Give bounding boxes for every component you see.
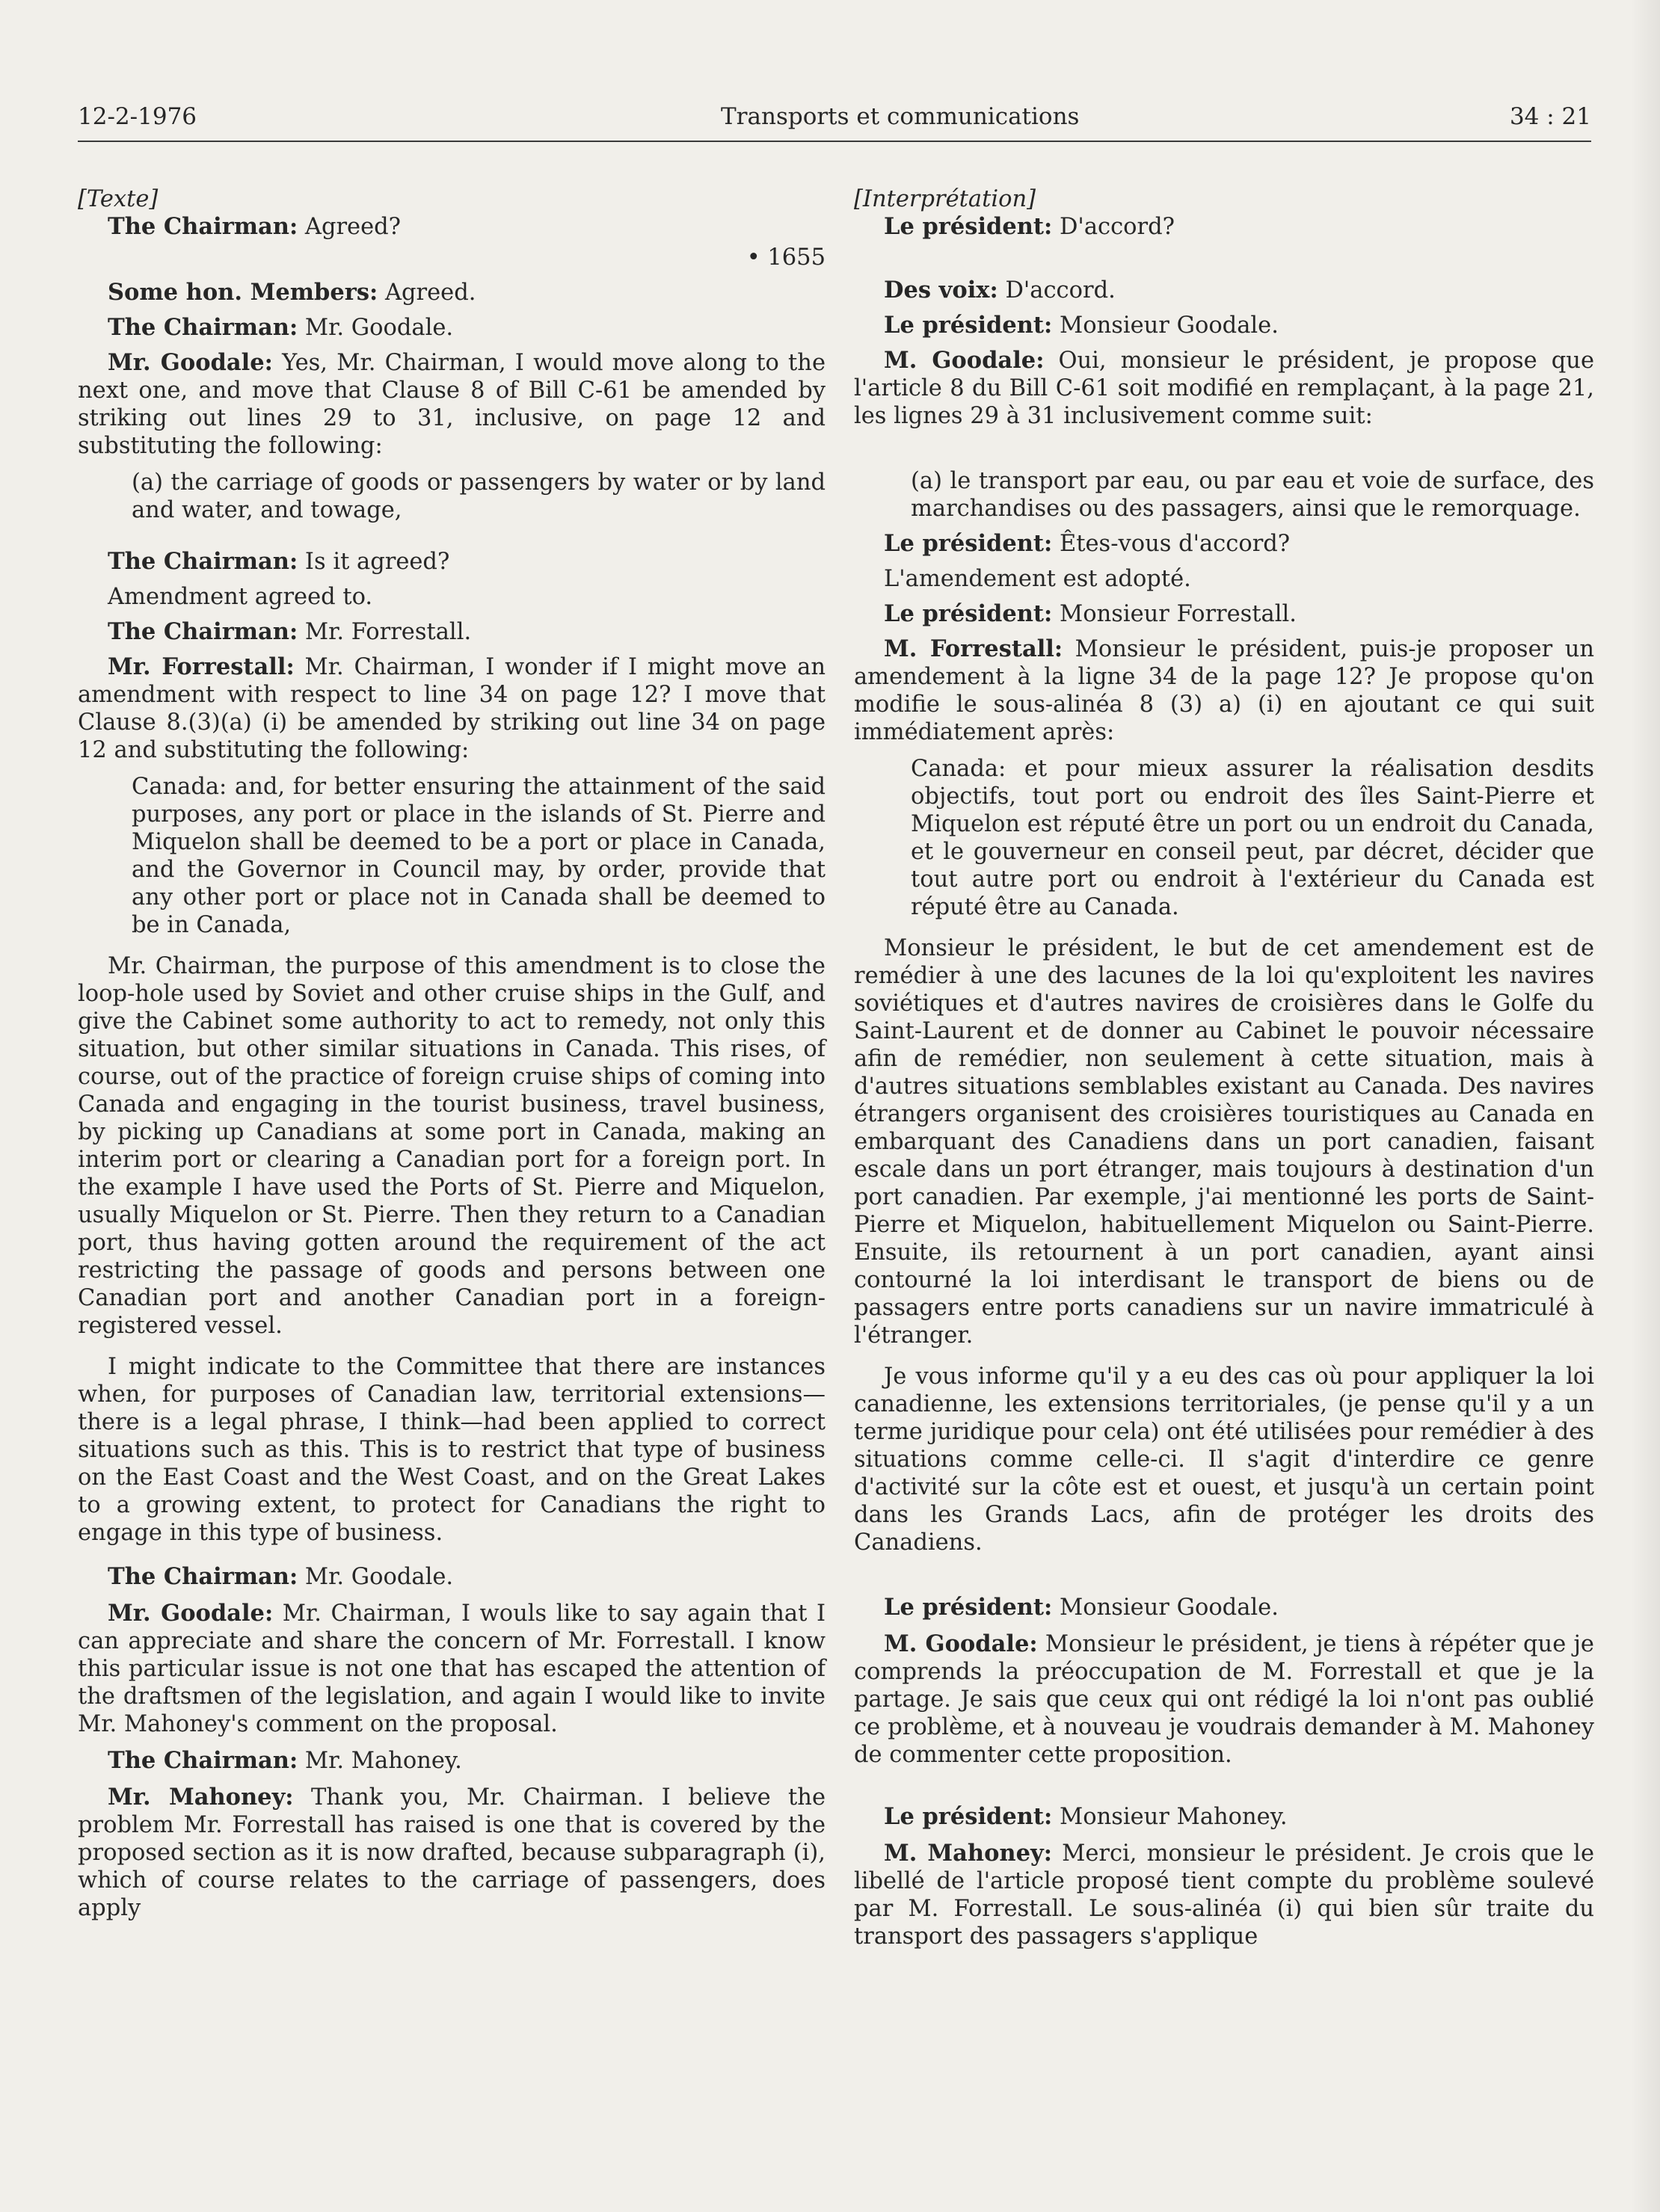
paragraph	[854, 312, 1594, 339]
speaker-name: Le président:	[884, 530, 1053, 557]
paragraph	[78, 314, 826, 342]
speaker-name: The Chairman:	[108, 314, 298, 341]
speaker-name: Some hon. Members:	[108, 279, 378, 306]
amendment-quote: (a) le transport par eau, ou par eau et voie de surface, des marchandises ou des passagers, ainsi que le remorquage.	[911, 468, 1594, 522]
paragraph-text: Oui, monsieur le président, je propose que l'article 8 du Bill C-61 soit modifié en remplaçant, à la page 21, les lignes 29 à 31 inclusivement comme suit:	[854, 348, 1594, 429]
paragraph	[854, 1803, 1594, 1831]
speaker-name: The Chairman:	[108, 618, 298, 645]
paragraph: Monsieur le président, le but de cet amendement est de remédier à une des lacunes de la loi qu'exploitent les navires soviétiques et d'autres navires de croisières dans le Golfe du Saint-Laurent et de donner au Cabinet le pouvoir nécessaire afin de remédier, non seulement à cette situation, mais à d'autres situations semblables existant au Canada. Des navires étrangers organisent des croisières touristiques au Canada en embarquant des Canadiens dans un port canadien, faisant escale dans un port étranger, mais toujours à destination d'un port canadien. Par exemple, j'ai mentionné les ports de Saint-Pierre et Miquelon, habituellement Miquelon ou Saint-Pierre. Ensuite, ils retournent à un port canadien, ayant ainsi contourné la loi interdisant le transport de biens ou de passagers entre ports canadiens sur un navire immatriculé à l'étranger.	[854, 935, 1594, 1349]
paragraph-text: Mr. Mahoney.	[298, 1748, 462, 1774]
paragraph-text: Monsieur Goodale.	[1052, 1595, 1279, 1621]
paragraph-text: Agreed?	[298, 214, 402, 240]
speaker-name: Mr. Mahoney:	[108, 1784, 294, 1811]
paragraph	[854, 1630, 1594, 1769]
speaker-name: Le président:	[884, 1803, 1053, 1830]
english-column	[78, 185, 826, 1922]
paragraph	[854, 277, 1594, 304]
paragraph-text: Monsieur Forrestall.	[1052, 601, 1297, 627]
amendment-quote: (a) the carriage of goods or passengers by water or by land and water, and towage,	[132, 469, 826, 523]
speaker-name: Mr. Goodale:	[108, 349, 273, 376]
paragraph	[854, 530, 1594, 558]
paragraph	[78, 653, 826, 764]
speaker-name: Mr. Forrestall:	[108, 653, 295, 680]
paragraph	[78, 349, 826, 460]
paragraph	[854, 600, 1594, 628]
speaker-name: M. Goodale:	[884, 1630, 1038, 1657]
paragraph: I might indicate to the Committee that there are instances when, for purposes of Canadian law, territorial extensions—there is a legal phrase, I think—had been applied to correct situations such as this. This is to restrict that type of business on the East Coast and the West Coast, and on the Great Lakes to a growing extent, to protect for Canadians the right to engage in this type of business.	[78, 1354, 826, 1546]
amendment-quote: Canada: and, for better ensuring the attainment of the said purposes, any port or place in the islands of St. Pierre and Miquelon shall be deemed to be a port or place in Canada, and the Governor in Council may, by order, provide that any other port or place not in Canada shall be deemed to be in Canada,	[132, 774, 826, 938]
paragraph-text: Mr. Chairman, I wonder if I might move an amendment with respect to line 34 on page 12? I move that Clause 8.(3)(a) (i) be amended by striking out line 34 on page 12 and substituting the following:	[78, 654, 826, 763]
section-label: [Interprétation]	[854, 186, 1036, 212]
paragraph-text: D'accord?	[1052, 214, 1175, 240]
timecode: • 1655	[746, 244, 826, 271]
speaker-name: Le président:	[884, 213, 1053, 240]
header-page-number: 34 : 21	[1509, 103, 1591, 130]
paragraph-text: Is it agreed?	[298, 549, 450, 575]
speaker-name: M. Goodale:	[884, 347, 1045, 374]
paragraph	[78, 1600, 826, 1738]
paragraph-text: Mr. Forrestall.	[298, 619, 472, 645]
paragraph-text: Mr. Goodale.	[298, 1564, 454, 1590]
paragraph	[854, 1840, 1594, 1950]
page-edge-shadow	[1630, 0, 1660, 2212]
speaker-name: The Chairman:	[108, 1747, 298, 1774]
paragraph-text: Mr. Chairman, I wouls like to say again that I can appreciate and share the concern of Mr. Forrestall. I know this particular issue is not one that has escaped the attention of the draftsmen of the legislation, and again I would like to invite Mr. Mahoney's comment on the proposal.	[78, 1601, 826, 1737]
running-header	[78, 97, 1591, 142]
speaker-name: Des voix:	[884, 277, 998, 304]
amendment-quote: Canada: et pour mieux assurer la réalisation desdits objectifs, tout port ou endroit des îles Saint-Pierre et Miquelon est réputé être un port ou un endroit du Canada, et le gouverneur en conseil peut, par décret, décider que tout autre port ou endroit à l'extérieur du Canada est réputé être au Canada.	[911, 756, 1594, 920]
speaker-name: Le président:	[884, 600, 1053, 627]
header-title: Transports et communications	[721, 103, 1080, 130]
paragraph-text: Monsieur le président, puis-je proposer un amendement à la ligne 34 de la page 12? Je propose qu'on modifie le sous-alinéa 8 (3) a) (i) en ajoutant ce qui suit immédiatement après:	[854, 636, 1594, 745]
paragraph-text: Mr. Goodale.	[298, 315, 454, 341]
paragraph-text: Monsieur Goodale.	[1052, 312, 1279, 339]
paragraph	[854, 1594, 1594, 1621]
paragraph-text: Monsieur Mahoney.	[1052, 1804, 1288, 1830]
speaker-name: M. Mahoney:	[884, 1840, 1052, 1867]
speaker-name: Mr. Goodale:	[108, 1600, 274, 1627]
french-column	[854, 185, 1594, 1950]
section-label: [Texte]	[78, 186, 159, 212]
paragraph	[78, 548, 826, 576]
paragraph	[78, 1747, 826, 1775]
paragraph	[78, 618, 826, 646]
paragraph-text: D'accord.	[997, 277, 1116, 304]
speaker-name: The Chairman:	[108, 213, 298, 240]
speaker-name: Le président:	[884, 1594, 1053, 1621]
paragraph-text: Thank you, Mr. Chairman. I believe the problem Mr. Forrestall has raised is one that is covered by the proposed section as it is now drafted, because subparagraph (i), which of course relates to the carriage of passengers, does apply	[78, 1784, 826, 1921]
paragraph: Amendment agreed to.	[108, 584, 373, 610]
speaker-name: The Chairman:	[108, 548, 298, 575]
paragraph: L'amendement est adopté.	[884, 566, 1191, 592]
speaker-name: The Chairman:	[108, 1563, 298, 1590]
paragraph	[854, 213, 1594, 241]
paragraph-text: Monsieur le président, je tiens à répéter que je comprends la préoccupation de M. Forrestall et que je la partage. Je sais que ceux qui ont rédigé la loi n'ont pas oublié ce problème, et à nouveau je voudrais demander à M. Mahoney de commenter cette proposition.	[854, 1631, 1594, 1768]
paragraph	[78, 1784, 826, 1922]
paragraph-text: Êtes-vous d'accord?	[1052, 531, 1291, 557]
paragraph-text: Yes, Mr. Chairman, I would move along to the next one, and move that Clause 8 of Bill C-61 be amended by striking out lines 29 to 31, inclusive, on page 12 and substituting the following:	[78, 350, 826, 459]
paragraph	[854, 635, 1594, 746]
header-date: 12-2-1976	[78, 103, 197, 130]
paragraph: Je vous informe qu'il y a eu des cas où pour appliquer la loi canadienne, les extensions territoriales, (je pense qu'il y a un terme juridique pour cela) ont été utilisées pour remédier à des situations comme celle-ci. Il s'agit d'interdire ce genre d'activité sur la côte est et ouest, et jusqu'à un certain point dans les Grands Lacs, afin de protéger les droits des Canadiens.	[854, 1364, 1594, 1556]
speaker-name: Le président:	[884, 312, 1053, 339]
paragraph-text: Agreed.	[378, 280, 476, 306]
paragraph	[78, 213, 826, 241]
paragraph: Mr. Chairman, the purpose of this amendment is to close the loop-hole used by Soviet and other cruise ships in the Gulf, and give the Cabinet some authority to act to remedy, not only this situation, but other similar situations in Canada. This rises, of course, out of the practice of foreign cruise ships of coming into Canada and engaging in the tourist business, travel business, by picking up Canadians at some port in Canada, making an interim port or clearing a Canadian port for a foreign port. In the example I have used the Ports of St. Pierre and Miquelon, usually Miquelon or St. Pierre. Then they return to a Canadian port, thus having gotten around the requirement of the act restricting the passage of goods and persons between one Canadian port and another Canadian port in a foreign-registered vessel.	[78, 953, 826, 1339]
paragraph-text: Merci, monsieur le président. Je crois que le libellé de l'article proposé tient compte du problème soulevé par M. Forrestall. Le sous-alinéa (i) qui bien sûr traite du transport des passagers s'applique	[854, 1840, 1594, 1950]
paragraph	[78, 279, 826, 306]
paragraph	[78, 1563, 826, 1591]
paragraph	[854, 347, 1594, 430]
speaker-name: M. Forrestall:	[884, 635, 1063, 662]
